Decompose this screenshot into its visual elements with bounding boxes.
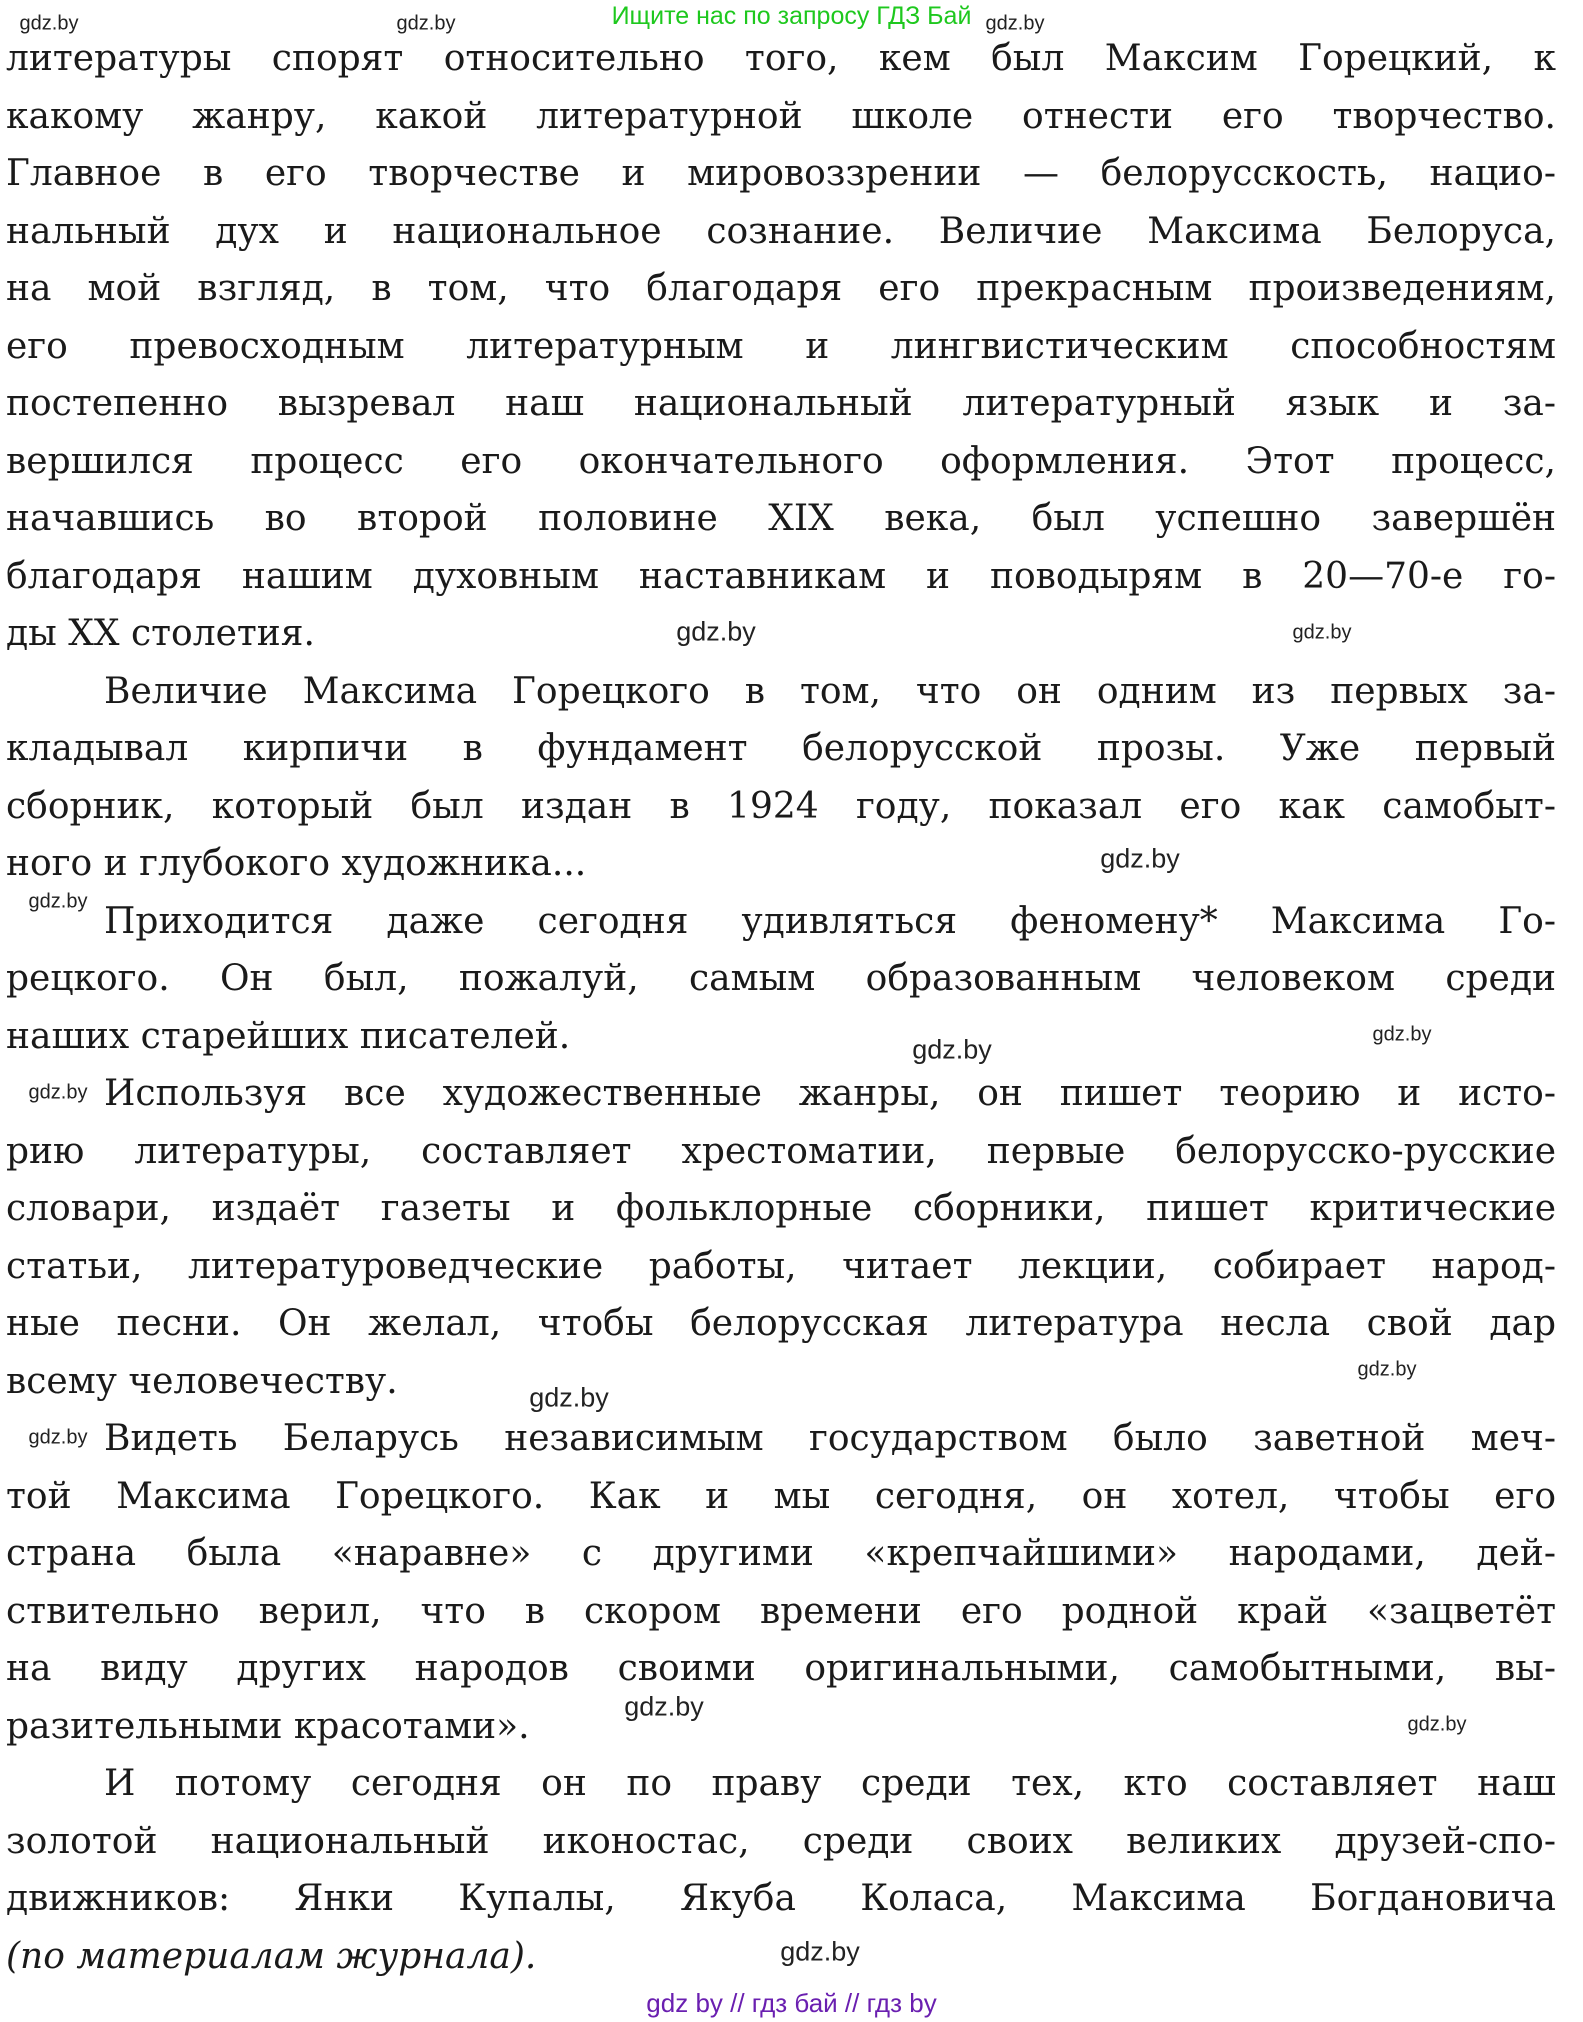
watermark: gdz.by <box>28 1426 88 1449</box>
text-line: золотой национальный иконостас, среди своих великих друзей-спо- <box>6 1820 1556 1862</box>
text-line: словари, издаёт газеты и фольклорные сборники, пишет критические <box>6 1188 1556 1229</box>
text-line: благодаря нашим духовным наставникам и поводырям в 20—70-е го- <box>6 555 1556 597</box>
watermark: gdz.by <box>676 616 756 647</box>
search-hint-banner: Ищите нас по запросу ГДЗ Бай <box>611 2 972 30</box>
text-line: Используя все художественные жанры, он пишет теорию и исто- <box>104 1073 1556 1114</box>
watermark: gdz.by <box>1357 1358 1417 1381</box>
text-line: ды XX столетия. <box>6 613 315 654</box>
text-line: И потому сегодня он по праву среди тех, кто составляет наш <box>104 1763 1556 1804</box>
text-line: Величие Максима Горецкого в том, что он одним из первых за- <box>104 670 1556 712</box>
text-line: Приходится даже сегодня удивляться феномену* Максима Го- <box>104 900 1556 942</box>
text-line: разительными красотами». <box>6 1705 530 1747</box>
watermark: gdz.by <box>1372 1023 1432 1046</box>
text-line: его превосходным литературным и лингвистическим способностям <box>6 325 1556 367</box>
text-line: рию литературы, составляет хрестоматии, первые белорусско-русские <box>6 1130 1556 1172</box>
watermark: gdz.by <box>1407 1713 1467 1736</box>
text-line: ного и глубокого художника... <box>6 843 587 884</box>
text-line: движников: Янки Купалы, Якуба Коласа, Максима Богдановича <box>6 1878 1556 1919</box>
text-line: страна была «наравне» с другими «крепчайшими» народами, дей- <box>6 1533 1556 1574</box>
text-line: Главное в его творчестве и мировоззрении — белорусскость, нацио- <box>6 153 1556 194</box>
watermark: gdz.by <box>28 1081 88 1104</box>
document-body <box>6 30 1556 1985</box>
footer-links: gdz by // гдз бай // гдз by <box>646 1988 937 2018</box>
text-line: какому жанру, какой литературной школе отнести его творчество. <box>6 95 1556 137</box>
watermark: gdz.by <box>1100 843 1180 874</box>
text-line: рецкого. Он был, пожалуй, самым образованным человеком среди <box>6 958 1556 999</box>
text-line: на виду других народов своими оригинальными, самобытными, вы- <box>6 1648 1556 1689</box>
text-line: вершился процесс его окончательного оформления. Этот процесс, <box>6 440 1556 482</box>
watermark: gdz.by <box>624 1691 704 1722</box>
text-line: статьи, литературоведческие работы, читает лекции, собирает народ- <box>6 1245 1556 1287</box>
text-line: всему человечеству. <box>6 1360 398 1402</box>
watermark: gdz.by <box>985 12 1045 35</box>
text-line: кладывал кирпичи в фундамент белорусской прозы. Уже первый <box>6 728 1556 769</box>
text-line: литературы спорят относительно того, кем был Максим Горецкий, к <box>6 38 1556 79</box>
watermark: gdz.by <box>28 890 88 913</box>
text-line: нальный дух и национальное сознание. Величие Максима Белоруса, <box>6 210 1556 252</box>
text-line: наших старейших писателей. <box>6 1015 571 1057</box>
text-line: сборник, который был издан в 1924 году, показал его как самобыт- <box>6 785 1556 827</box>
text-line: ные песни. Он желал, чтобы белорусская литература несла свой дар <box>6 1303 1556 1344</box>
text-line: ствительно верил, что в скором времени его родной край «зацветёт <box>6 1590 1556 1632</box>
watermark: gdz.by <box>912 1034 992 1065</box>
text-line: постепенно вызревал наш национальный литературный язык и за- <box>6 383 1556 424</box>
text-line: на мой взгляд, в том, что благодаря его прекрасным произведениям, <box>6 268 1556 309</box>
text-line: той Максима Горецкого. Как и мы сегодня, он хотел, чтобы его <box>6 1475 1556 1517</box>
watermark: gdz.by <box>780 1936 860 1967</box>
text-line: Видеть Беларусь независимым государством было заветной меч- <box>104 1418 1556 1459</box>
watermark: gdz.by <box>1292 621 1352 644</box>
text-line: начавшись во второй половине XIX века, был успешно завершён <box>6 498 1556 539</box>
text-line: (по материалам журнала). <box>6 1935 537 1977</box>
watermark: gdz.by <box>19 12 79 35</box>
watermark: gdz.by <box>396 12 456 35</box>
watermark: gdz.by <box>529 1382 609 1413</box>
